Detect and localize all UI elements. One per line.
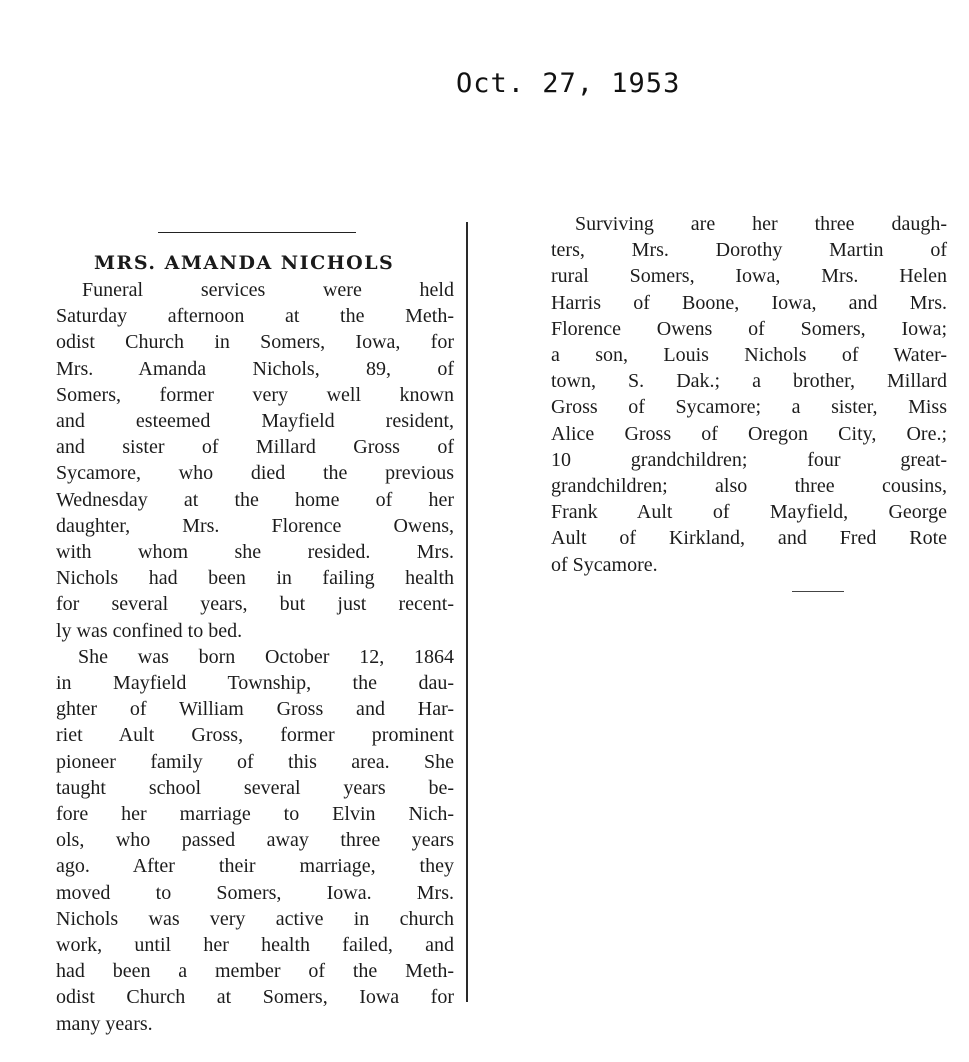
left-line: and sister of Millard Gross of: [56, 436, 454, 459]
left-line: with whom she resided. Mrs.: [56, 541, 454, 564]
left-line: taught school several years be-: [56, 776, 454, 799]
left-line: ghter of William Gross and Har-: [56, 698, 454, 721]
left-line: in Mayfield Township, the dau-: [56, 672, 454, 695]
right-line: grandchildren; also three cousins,: [551, 475, 947, 498]
right-line: rural Somers, Iowa, Mrs. Helen: [551, 265, 947, 288]
left-line: pioneer family of this area. She: [56, 750, 454, 773]
right-column: [551, 211, 947, 578]
left-line: riet Ault Gross, former prominent: [56, 724, 454, 747]
right-line: Harris of Boone, Iowa, and Mrs.: [551, 291, 947, 314]
right-line: town, S. Dak.; a brother, Millard: [551, 370, 947, 393]
right-line: Surviving are her three daugh-: [575, 213, 947, 235]
left-line: She was born October 12, 1864: [78, 645, 454, 668]
left-line: had been a member of the Meth-: [56, 960, 454, 983]
left-line: many years.: [56, 1012, 153, 1035]
left-line: Sycamore, who died the previous: [56, 462, 454, 485]
left-column: [56, 277, 454, 1037]
right-line: 10 grandchildren; four great-: [551, 448, 947, 471]
left-line: Funeral services were held: [82, 279, 454, 301]
right-line: Florence Owens of Somers, Iowa;: [551, 317, 947, 340]
left-line: Nichols was very active in church: [56, 907, 454, 930]
column-divider: [466, 222, 468, 1002]
headline-rule: [158, 232, 356, 233]
right-line: Frank Ault of Mayfield, George: [551, 501, 947, 524]
left-line: moved to Somers, Iowa. Mrs.: [56, 881, 454, 904]
left-line: Somers, former very well known: [56, 383, 454, 406]
left-line: Wednesday at the home of her: [56, 488, 454, 511]
right-line: a son, Louis Nichols of Water-: [551, 344, 947, 367]
right-line: ters, Mrs. Dorothy Martin of: [551, 239, 947, 262]
left-line: ly was confined to bed.: [56, 619, 243, 642]
left-line: daughter, Mrs. Florence Owens,: [56, 514, 454, 537]
left-line: ols, who passed away three years: [56, 829, 454, 852]
right-line: Ault of Kirkland, and Fred Rote: [551, 527, 947, 550]
right-line: Alice Gross of Oregon City, Ore.;: [551, 422, 947, 445]
left-line: odist Church in Somers, Iowa, for: [56, 331, 454, 354]
obituary-headline: MRS. AMANDA NICHOLS: [94, 252, 395, 274]
left-line: Nichols had been in failing health: [56, 567, 454, 590]
left-line: for several years, but just recent-: [56, 593, 454, 616]
clipping-date: Oct. 27, 1953: [456, 68, 681, 99]
left-line: Mrs. Amanda Nichols, 89, of: [56, 357, 454, 380]
left-line: Saturday afternoon at the Meth-: [56, 305, 454, 328]
left-line: odist Church at Somers, Iowa for: [56, 986, 454, 1009]
left-line: ago. After their marriage, they: [56, 855, 454, 878]
right-line: of Sycamore.: [551, 553, 658, 576]
left-line: and esteemed Mayfield resident,: [56, 410, 454, 433]
right-line: Gross of Sycamore; a sister, Miss: [551, 396, 947, 419]
left-line: fore her marriage to Elvin Nich-: [56, 803, 454, 826]
end-rule: [792, 591, 844, 592]
left-line: work, until her health failed, and: [56, 934, 454, 957]
